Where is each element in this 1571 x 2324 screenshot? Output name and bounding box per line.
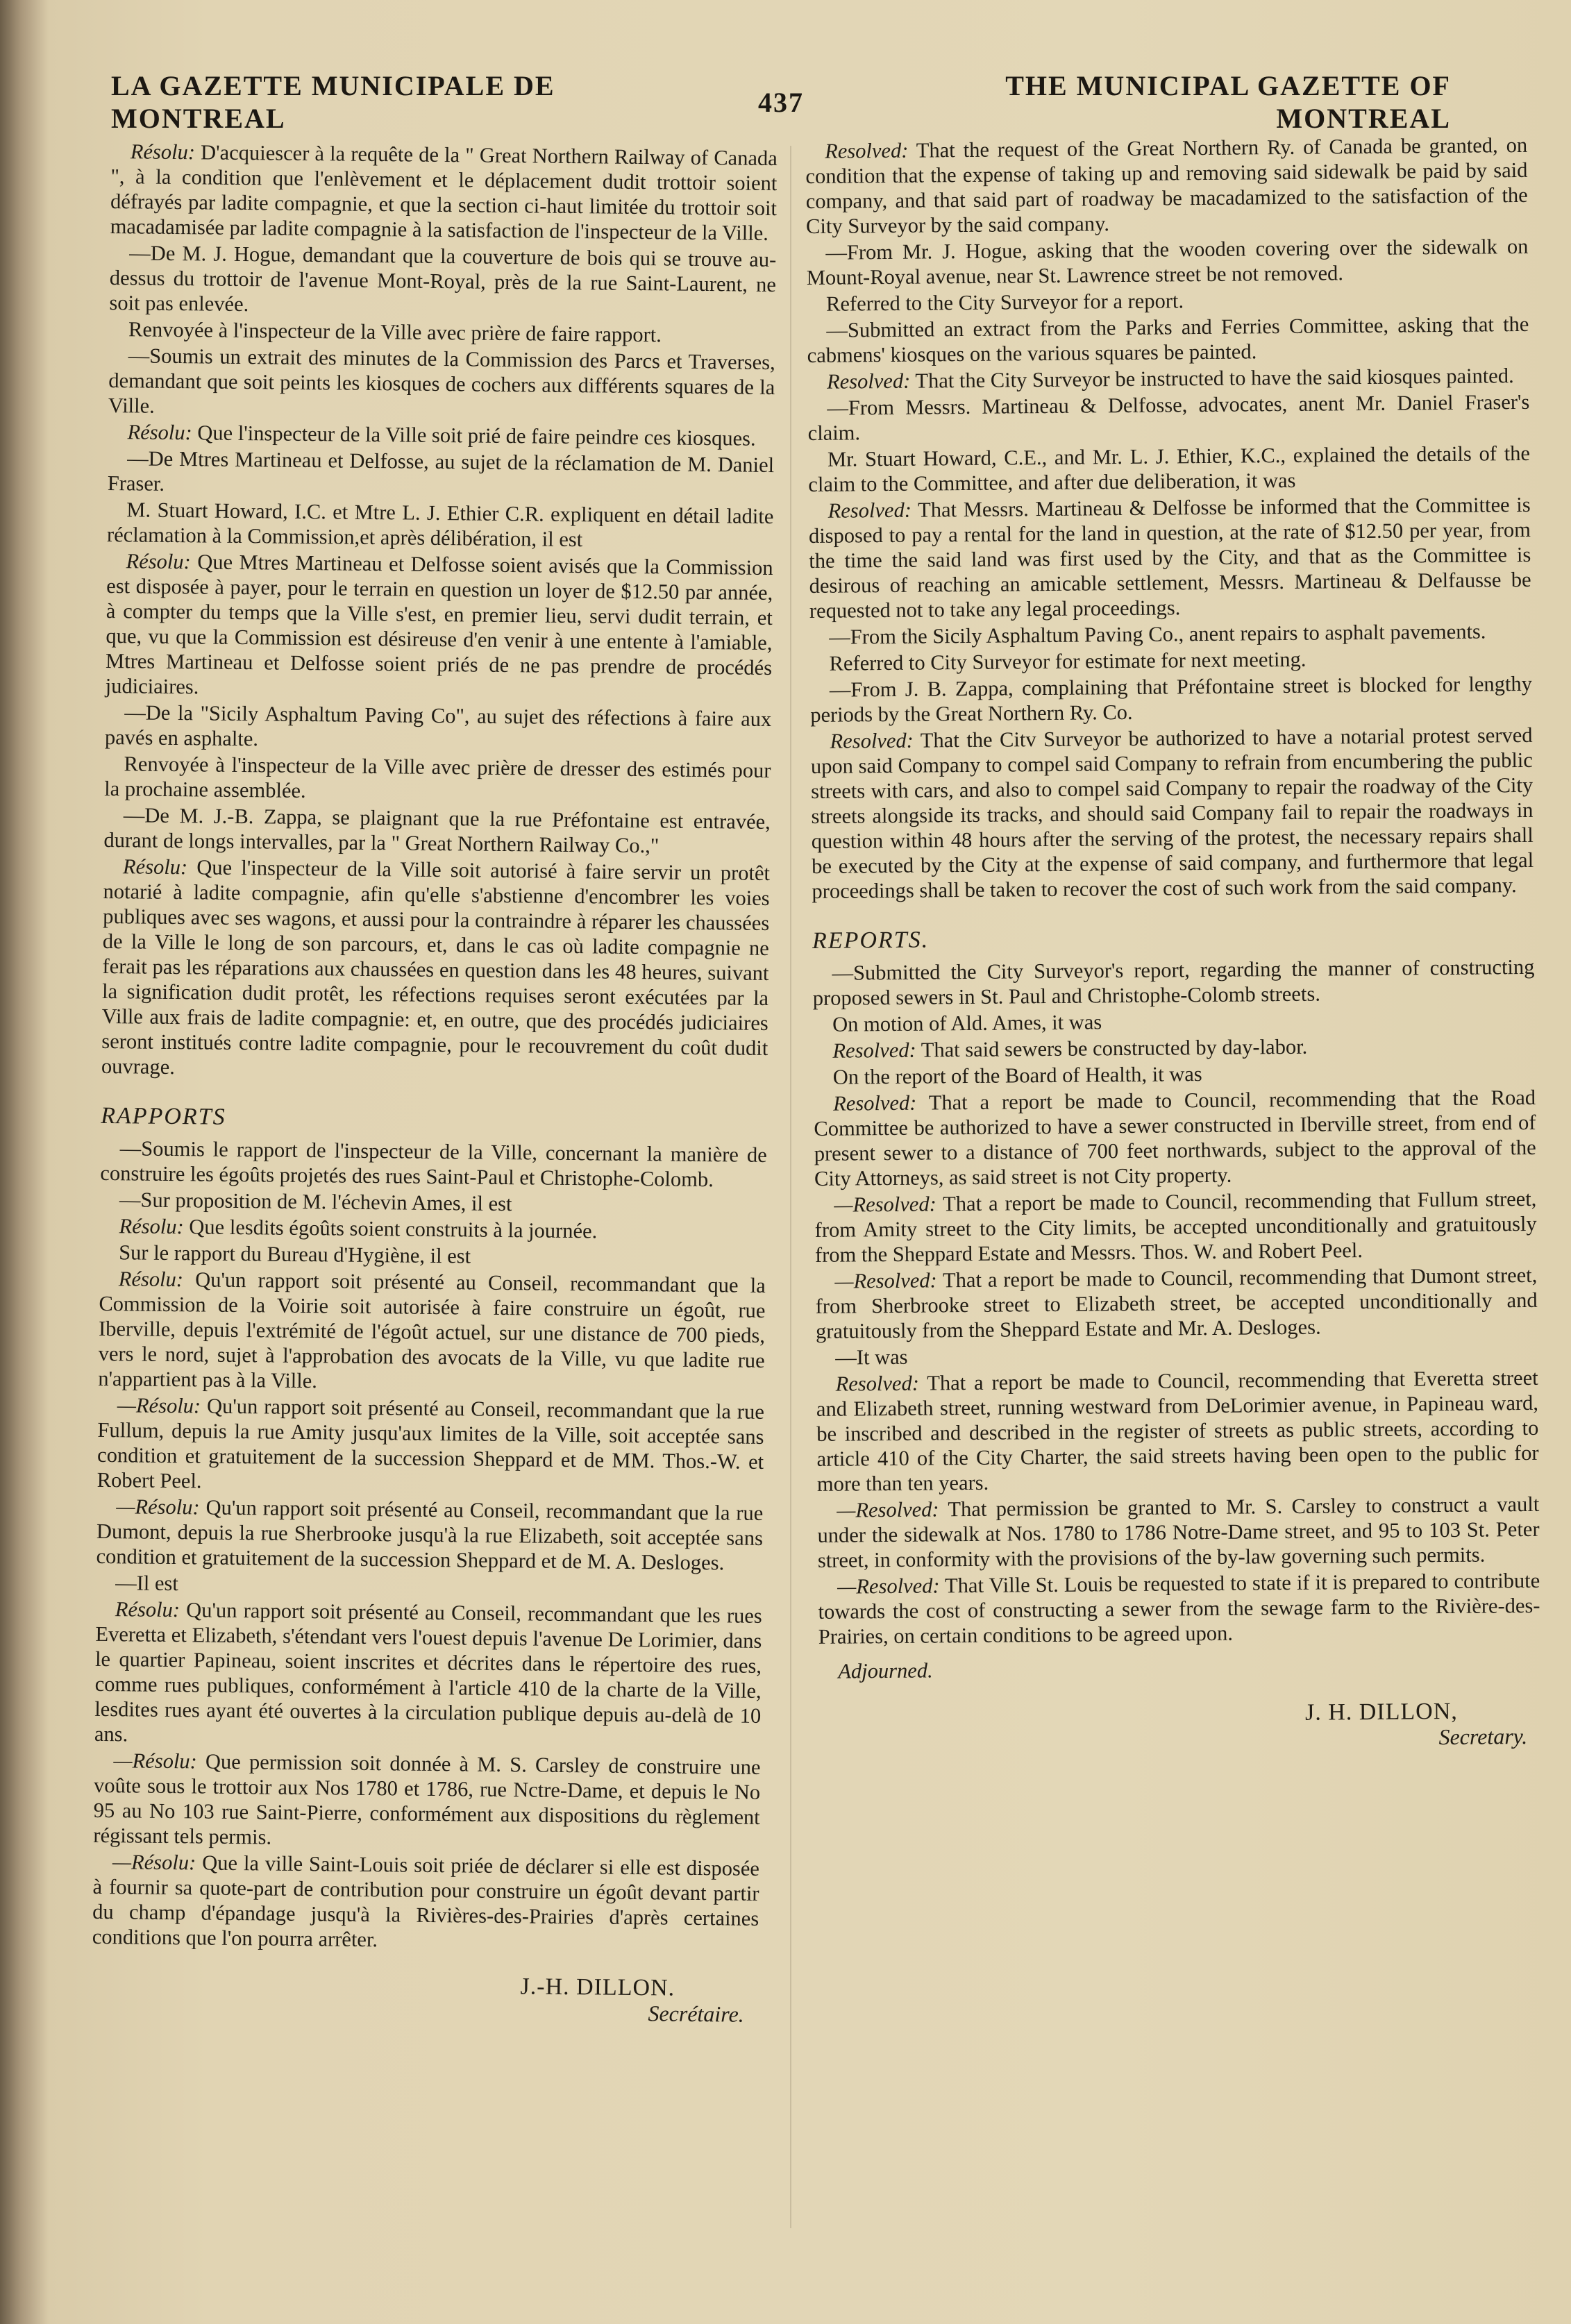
paragraph	[815, 1263, 1538, 1344]
paragraph-text: On the report of the Board of Health, it was	[832, 1062, 1202, 1089]
paragraph-text: Referred to City Surveyor for estimate for next meeting.	[829, 647, 1307, 675]
resolution-lead: —Résolu:	[113, 1749, 198, 1774]
resolution-lead: Resolved:	[835, 1371, 920, 1396]
paragraph	[808, 441, 1531, 497]
paragraph-text: Que permission soit donnée à M. S. Carsley de construire une voûte sous le trottoir aux Nos 1780 et 1786, rue Nctre-Dame, et depuis le No 95 au No 103 rue Saint-Pierre, conformément aux dispositions du règlement régissant tels permis.	[93, 1749, 761, 1849]
paragraph	[104, 751, 771, 808]
resolution-lead: —Resolved:	[834, 1192, 936, 1217]
paragraph-text: Que lesdits égoûts soient construits à la journée.	[189, 1215, 598, 1243]
paragraph	[100, 1136, 767, 1193]
paragraph-text: Que la ville Saint-Louis soit priée de déclarer si elle est disposée à fournir sa quote-part de contribution pour construire un égoût devant partir du champ d'épandage jusqu'à la Rivières-des-Prairies d'après certaines conditions que l'on pourra arrêter.	[92, 1851, 760, 1952]
paragraph	[94, 1597, 762, 1753]
resolution-lead: —Resolved:	[837, 1574, 940, 1599]
paragraph-text: That a report be made to Council, recommending that Everetta street and Elizabeth street, running westward from DeLorimier avenue, in Papineau ward, be inscribed and described in the register of streets as public streets, according to article 410 of the City Charter, the said streets having been open to the public for more than ten years.	[816, 1365, 1539, 1496]
english-reports-heading: REPORTS.	[812, 927, 930, 954]
paragraph-text: That permission be granted to Mr. S. Carsley to construct a vault under the sidewalk at Nos. 1780 to 1786 Notre-Dame street, and 95 to 103 St. Peter street, in conformity with the provisions of the by-law governing such permits.	[817, 1492, 1540, 1572]
resolution-lead: Résolu:	[115, 1597, 180, 1622]
paragraph-text: That the Citv Surveyor be authorized to have a notarial protest served upon said Company to compel said Company to refrain from encumbering the public streets with cars, and also to compel said Company to repair the roadway of the City streets alongside its tracks, and should said Company fail to repair the roadways in question within 48 hours after the serving of the protest, the necessary repairs shall be executed by the City at the expense of said company, and furthermore that legal proceedings shall be taken to recover the cost of such work from the said company.	[810, 723, 1534, 903]
paragraph-text: Sur le rapport du Bureau d'Hygiène, il est	[119, 1240, 471, 1268]
paragraph	[810, 671, 1533, 727]
english-column	[805, 133, 1545, 2249]
paragraph	[810, 723, 1534, 904]
resolution-lead: Resolved:	[832, 1038, 916, 1063]
paragraph-text: —Soumis le rapport de l'inspecteur de la Ville, concernant la manière de construire les égoûts projetés des rues Saint-Paul et Christophe-Colomb.	[100, 1136, 767, 1192]
paragraph-text: —It was	[835, 1345, 908, 1370]
paragraph	[106, 548, 773, 705]
paragraph	[814, 1186, 1537, 1268]
paragraph-text: That a report be made to Council, recommending that Dumont street, from Sherbrooke street to Elizabeth street, be accepted unconditionally and gratuitously from the Sheppard Estate and Mr. A. Desloges.	[815, 1263, 1538, 1343]
paragraph	[807, 312, 1529, 368]
paragraph-text: —De M. J.-B. Zappa, se plaignant que la rue Préfontaine est entravée, durant de longs intervalles, par la " Great Northern Railway Co.,"	[103, 803, 771, 858]
resolution-lead: Resolved:	[830, 728, 914, 753]
resolution-lead: Résolu:	[127, 420, 192, 445]
french-reports-heading: RAPPORTS	[101, 1102, 226, 1130]
resolution-lead: —Resolved:	[837, 1497, 939, 1522]
paragraph	[101, 854, 770, 1086]
column-divider	[790, 146, 791, 2228]
paragraph-text: —Soumis un extrait des minutes de la Commission des Parcs et Traverses, demandant que soit peints les kiosques de cochers aux différents squares de la Ville.	[108, 344, 775, 418]
paragraph	[809, 492, 1532, 623]
french-signature: J.-H. DILLON.	[520, 1973, 675, 2001]
paragraph	[807, 285, 1529, 317]
paragraph	[816, 1365, 1539, 1497]
paragraph-text: Qu'un rapport soit présenté au Conseil, recommandant que la rue Dumont, depuis la rue Sherbrooke jusqu'à la rue Elizabeth, soit acceptée sans condition et gratuitement de la succession Sheppard et de M. A. Desloges.	[96, 1495, 764, 1575]
resolution-lead: —Resolved:	[834, 1268, 937, 1293]
paragraph	[107, 497, 774, 554]
paragraph	[805, 133, 1528, 239]
paragraph	[97, 1392, 764, 1499]
paragraph-text: Que Mtres Martineau et Delfosse soient avisés que la Commission est disposée à payer, pour le terrain en question un loyer de $12.50 par année, à compter du temps que la Ville s'est, en premier lieu, servi dudit terrain, et que, vu que la Commission est désireuse d'en venir à une entente à l'amiable, Mtres Martineau et Delfosse soient priés de ne pas prendre de procédés judiciaires.	[105, 550, 773, 699]
paragraph	[108, 446, 775, 503]
paragraph-text: D'acquiescer à la requête de la " Great Northern Railway of Canada ", à la condition que l'enlèvement et le déplacement dudit trottoir soient défrayés par ladite compagnie, et que la section ci-haut limitée du trottoir soit macadamisée par ladite compagnie à la satisfaction de l'inspecteur de la Ville.	[110, 140, 778, 245]
resolution-lead: Résolu:	[122, 854, 188, 879]
paragraph-text: —Il est	[115, 1571, 179, 1596]
paragraph-text: Qu'un rapport soit présenté au Conseil, recommandant que la Commission de la Voirie soit autorisée à faire construire un égoût, rue Iberville, depuis l'extrémité de l'égoût actuel, sur une distance de 700 pieds, vers le nord, sujet à l'approbation des avocats de la Ville, vu que ladite rue n'appartient pas à la Ville.	[98, 1268, 766, 1393]
paragraph-text: Mr. Stuart Howard, C.E., and Mr. L. J. Ethier, K.C., explained the details of the claim to the Committee, and after due deliberation, it was	[808, 441, 1531, 496]
resolution-lead: —Résolu:	[116, 1494, 200, 1519]
resolution-lead: Resolved:	[825, 138, 909, 163]
paragraph-text: —Sur proposition de M. l'échevin Ames, il est	[119, 1188, 512, 1216]
paragraph	[817, 1492, 1540, 1573]
paragraph	[109, 240, 776, 322]
paragraph-text: That Ville St. Louis be requested to state if it is prepared to contribute towards the cost of constructing a sewer from the sewage farm to the Rivière-des-Prairies, on certain conditions to be agreed upon.	[818, 1568, 1540, 1649]
resolution-lead: —Résolu:	[112, 1850, 196, 1875]
resolution-lead: Resolved:	[832, 1091, 917, 1115]
paragraph-text: On motion of Ald. Ames, it was	[832, 1010, 1102, 1036]
paragraph-text: Que l'inspecteur de la Ville soit autorisé à faire servir un protêt notarié à ladite compagnie, afin qu'elle s'abstienne d'encombrer les voies publiques avec ses wagons, et aussi pour la contraindre à réparer les chaussées de la Ville le long de son parcours, et, dans le cas où ladite compagnie ne ferait pas les réparations aux chaussées en question dans les 48 heures, suivant la signification dudit protêt, les réfections requises seront exécutées par la Ville aux frais de ladite compagnie: et, en outre, que des procédés judiciaires seront institués contre ladite compagnie, pour le recouvrement du coût dudit ouvrage.	[101, 855, 771, 1079]
paragraph	[806, 234, 1529, 290]
paragraph-text: —De la "Sicily Asphaltum Paving Co", au sujet des réfections à faire aux pavés en asphalte.	[104, 700, 772, 751]
paragraph-text: That said sewers be constructed by day-labor.	[921, 1034, 1308, 1062]
resolution-lead: Résolu:	[119, 1214, 184, 1239]
resolution-lead: Résolu:	[118, 1267, 184, 1292]
paragraph-text: That a report be made to Council, recommending that Fullum street, from Amity street to the City limits, be accepted unconditionally and gratuitously from the Sheppard Estate and Messrs. Thos. W. and Robert Peel.	[814, 1186, 1537, 1267]
paragraph-text: —From Mr. J. Hogue, asking that the wooden covering over the sidewalk on Mount-Royal avenue, near St. Lawrence street be not removed.	[806, 234, 1529, 289]
paragraph	[814, 1059, 1536, 1090]
paragraph-text: Que l'inspecteur de la Ville soit prié de faire peindre ces kiosques.	[197, 421, 756, 451]
french-column	[89, 139, 778, 2256]
paragraph	[809, 645, 1531, 676]
paragraph-text: —From the Sicily Asphaltum Paving Co., anent repairs to asphalt pavements.	[829, 619, 1486, 649]
paragraph-text: That Messrs. Martineau & Delfosse be informed that the Committee is disposed to pay a rental for the land in question, at the rate of $12.50 per year, from the time the said land was first used by the City, and that as the Committee is desirous of reaching an amicable settlement, Messrs. Martineau & Delfausse be requested not to take any legal proceedings.	[808, 492, 1531, 623]
paragraph-text: —Submitted an extract from the Parks and Ferries Committee, asking that the cabmens' kiosques on the various squares be painted.	[807, 312, 1529, 367]
paragraph	[92, 1849, 759, 1956]
paragraph	[105, 700, 772, 757]
english-header-title: THE MUNICIPAL GAZETTE OF MONTREAL	[1005, 70, 1451, 134]
adjourned-note: Adjourned.	[838, 1658, 933, 1683]
paragraph	[108, 343, 775, 425]
paragraph	[98, 1266, 766, 1398]
paragraph	[96, 1494, 763, 1576]
paragraph	[814, 1085, 1536, 1191]
paragraph	[807, 389, 1530, 446]
english-reports	[812, 954, 1540, 1649]
paragraph	[816, 1339, 1538, 1370]
resolution-lead: Résolu:	[130, 140, 196, 165]
paragraph-text: —De M. J. Hogue, demandant que la couverture de bois qui se trouve au-dessus du trottoir de l'avenue Mont-Royal, près de la rue Saint-Laurent, ne soit pas enlevée.	[109, 241, 777, 317]
paragraph-text: Qu'un rapport soit présenté au Conseil, recommandant que la rue Fullum, depuis la rue Amity jusqu'aux limites de la Ville, soit acceptée sans condition et gratuitement de la succession Sheppard et de MM. Thos.-W. et Robert Peel.	[96, 1394, 765, 1493]
paragraph	[813, 1006, 1535, 1037]
english-minutes	[805, 133, 1534, 904]
paragraph-text: Renvoyée à l'inspecteur de la Ville avec prière de dresser des estimés pour la prochaine assemblée.	[104, 752, 771, 802]
french-minutes	[101, 139, 778, 1086]
paragraph	[103, 802, 771, 859]
paragraph	[818, 1568, 1540, 1649]
paragraph	[812, 954, 1535, 1011]
page-header	[111, 70, 1451, 134]
english-signature-title: Secretary.	[1438, 1724, 1528, 1750]
paragraph-text: That a report be made to Council, recommending that the Road Committee be authorized to have a sewer constructed in Iberville street, from end of present sewer to a distance of 700 feet northwards, subject to the approval of the City Attorneys, as said street is not City property.	[814, 1085, 1536, 1190]
french-signature-title: Secrétaire.	[648, 2001, 744, 2027]
paragraph-text: —Submitted the City Surveyor's report, regarding the manner of constructing proposed sewers in St. Paul and Christophe-Colomb streets.	[812, 954, 1535, 1010]
paragraph-text: That the City Surveyor be instructed to have the said kiosques painted.	[915, 364, 1514, 393]
page-number: 437	[758, 86, 804, 118]
paragraph	[807, 363, 1529, 394]
paragraph-text: That the request of the Great Northern Ry. of Canada be granted, on condition that the expense of taking up and removing said sidewalk be paid by said company, and that said part of roadway be macadamized to the satisfaction of the City Surveyor by the said company.	[805, 133, 1528, 238]
french-header-title: LA GAZETTE MUNICIPALE DE MONTREAL	[111, 70, 555, 134]
resolution-lead: Resolved:	[826, 369, 911, 394]
paragraph-text: M. Stuart Howard, I.C. et Mtre L. J. Ethier C.R. expliquent en détail ladite réclamation à la Commission,et après délibération, il est	[106, 498, 774, 552]
resolution-lead: Résolu:	[126, 549, 191, 574]
english-signature: J. H. DILLON,	[1304, 1698, 1458, 1726]
french-reports	[92, 1136, 767, 1956]
paragraph-text: Qu'un rapport soit présenté au Conseil, recommandant que les rues Everetta et Elizabeth, s'étendant vers l'ouest depuis l'avenue De Lorimier, dans le quartier Papineau, soient inscrites et décrites dans le répertoire des rues, comme rues publiques, conformément à l'article 410 de la charte de la Ville, lesdites rues ayant été ouvertes à la circulation publique depuis au-delà de 10 ans.	[94, 1598, 762, 1746]
paragraph-text: —De Mtres Martineau et Delfosse, au sujet de la réclamation de M. Daniel Fraser.	[107, 446, 775, 496]
paragraph-text: —From J. B. Zappa, complaining that Préfontaine street is blocked for lengthy periods by the Great Northern Ry. Co.	[810, 671, 1533, 727]
paragraph	[809, 618, 1531, 650]
paragraph	[813, 1032, 1535, 1063]
paragraph-text: —From Messrs. Martineau & Delfosse, advocates, anent Mr. Daniel Fraser's claim.	[807, 389, 1530, 445]
resolution-lead: Resolved:	[827, 498, 912, 523]
paragraph-text: Referred to the City Surveyor for a report.	[825, 289, 1184, 316]
paragraph-text: Renvoyée à l'inspecteur de la Ville avec prière de faire rapport.	[128, 317, 662, 347]
resolution-lead: —Résolu:	[117, 1393, 201, 1418]
paragraph	[110, 139, 777, 246]
paragraph	[93, 1748, 760, 1855]
